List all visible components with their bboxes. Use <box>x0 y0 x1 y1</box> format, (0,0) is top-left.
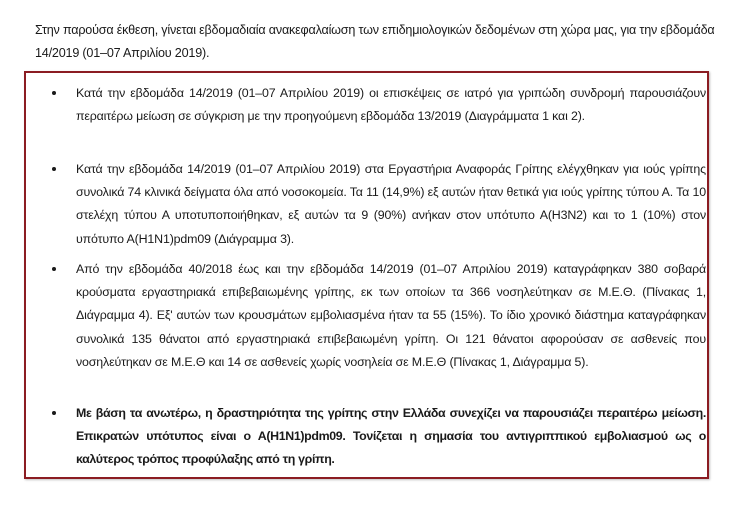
summary-item-text: Κατά την εβδομάδα 14/2019 (01–07 Απριλίου 2019) οι επισκέψεις σε ιατρό για γριπώδη συνδρομή παρουσιάζουν περαιτέρω μείωση σε σύγκριση με την προηγούμενη εβδομάδα 13/2019 (Διαγράμματα 1 και 2). <box>76 86 706 124</box>
summary-item-text-bold: Με βάση τα ανωτέρω, η δραστηριότητα της γρίπης στην Ελλάδα συνεχίζει να παρουσιάζει περαιτέρω μείωση. Επικρατών υπότυπος είναι ο Α(Η1Ν1)pdm09. Τονίζεται η σημασία του αντιγριππικού εμβολιασμού ως ο καλύτερος τρόπος προφύλαξης από τη γρίπη. <box>76 406 706 467</box>
bullet-icon <box>52 167 56 171</box>
summary-item-text: Κατά την εβδομάδα 14/2019 (01–07 Απριλίου 2019) στα Εργαστήρια Αναφοράς Γρίπης ελέγχθηκαν για ιούς γρίπης συνολικά 74 κλινικά δείγματα όλα από νοσοκομεία. Τα 11 (14,9%) εξ αυτών ήταν θετικά για ιούς γρίπης τύπου Α. Τα 10 στελέχη τύπου Α υποτυποποιήθηκαν, εξ αυτών τα 9 (90%) ανήκαν στον υπότυπο Α(Η3Ν2) και το 1 (10%) στον υπότυπο Α(Η1Ν1)pdm09 (Διάγραμμα 3). <box>76 162 706 246</box>
summary-item-text: Από την εβδομάδα 40/2018 έως και την εβδομάδα 14/2019 (01–07 Απριλίου 2019) καταγράφηκαν 380 σοβαρά κρούσματα εργαστηριακά επιβεβαιωμένης γρίπης, εκ των οποίων τα 366 νοσηλεύτηκαν σε Μ.Ε.Θ. (Πίνακας 1, Διάγραμμα 4). Εξ' αυτών των κρουσμάτων εμβολιασμένα ήταν τα 55 (15%). Το ίδιο χρονικό διάστημα καταγράφηκαν συνολικά 135 θάνατοι από εργαστηριακά επιβεβαιωμένη γρίπη. Οι 121 θάνατοι αφορούσαν σε ασθενείς που νοσηλεύτηκαν σε Μ.Ε.Θ και 14 σε ασθενείς χωρίς νοσηλεία σε Μ.Ε.Θ (Πίνακας 1, Διάγραμμα 5). <box>76 262 706 369</box>
summary-box <box>24 71 709 479</box>
bullet-icon <box>52 267 56 271</box>
bullet-icon <box>52 411 56 415</box>
bullet-icon <box>52 91 56 95</box>
intro-paragraph: Στην παρούσα έκθεση, γίνεται εβδομαδιαία ανακεφαλαίωση των επιδημιολογικών δεδομένων στη χώρα μας, για την εβδομάδα 14/2019 (01–07 Απριλίου 2019). <box>35 22 715 60</box>
